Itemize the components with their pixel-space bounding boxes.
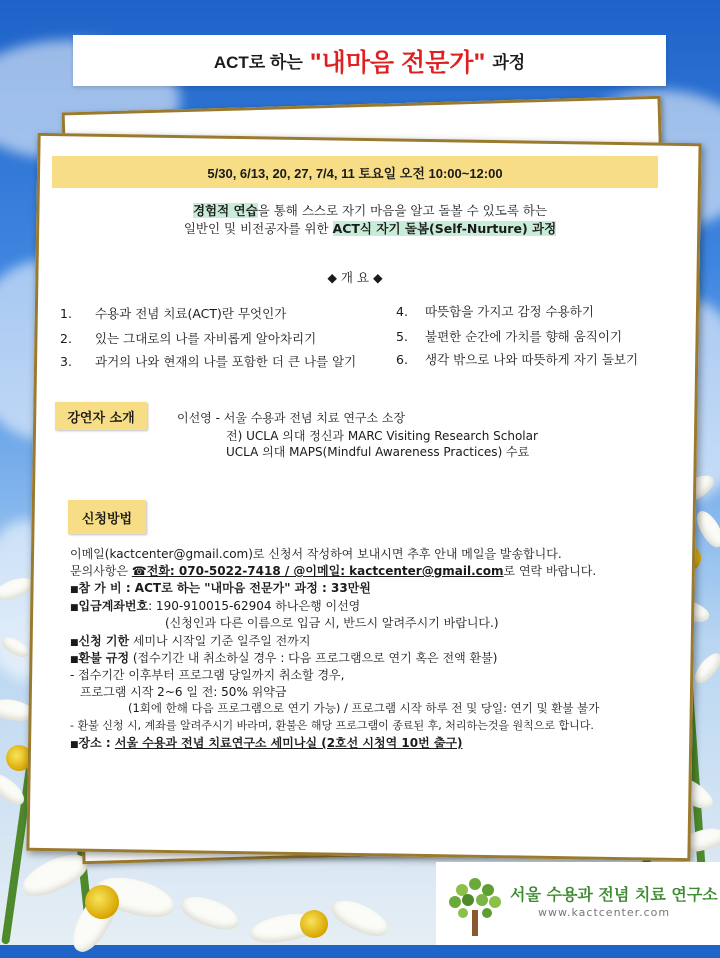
overview-item-3 bbox=[60, 352, 356, 370]
fee-label: 참 가 비 bbox=[78, 581, 122, 595]
refund-line bbox=[70, 649, 497, 666]
title-prefix: ACT로 하는 bbox=[213, 53, 303, 72]
account-value: : 190-910015-62904 하나은행 이선영 bbox=[148, 599, 361, 613]
institute-name: 서울 수용과 전념 치료 연구소 bbox=[510, 885, 718, 904]
speaker-label-text: 강연자 소개 bbox=[67, 410, 135, 426]
title-suffix: 과정 bbox=[492, 53, 526, 72]
overview-item-1 bbox=[60, 304, 286, 322]
intro-text-1: 을 통해 스스로 자기 마음을 알고 돌볼 수 있도록 하는 bbox=[257, 203, 548, 218]
speaker-label bbox=[55, 402, 147, 430]
refund-line-4: (1회에 한해 다음 프로그램으로 연기 가능) / 프로그램 시작 하루 전 및 당일: 연기 및 환불 불가 bbox=[128, 701, 600, 715]
overview-item-number: 1. bbox=[60, 306, 72, 321]
account-label: 입금계좌번호 bbox=[78, 599, 149, 613]
deadline-line bbox=[70, 632, 310, 649]
overview-item-text: 생각 밖으로 나와 따뜻하게 자기 돌보기 bbox=[425, 352, 639, 367]
overview-item-number: 4. bbox=[396, 304, 408, 319]
deadline-value: 세미나 시작일 기준 일주일 전까지 bbox=[129, 634, 311, 648]
overview-item-number: 5. bbox=[396, 329, 408, 344]
bullet-square-icon: ■ bbox=[70, 740, 79, 750]
overview-heading: ◆ 개 요 ◆ bbox=[327, 270, 383, 285]
overview-item-number: 2. bbox=[60, 331, 72, 346]
refund-line-2: - 접수기간 이후부터 프로그램 당일까지 취소할 경우, bbox=[70, 668, 345, 682]
contact-prefix: 문의사항은 bbox=[70, 564, 132, 578]
speaker-line-2: 전) UCLA 의대 정신과 MARC Visiting Research Scholar bbox=[226, 429, 538, 443]
deadline-label: 신청 기한 bbox=[78, 634, 130, 648]
venue-value: 서울 수용과 전념 치료연구소 세미나실 (2호선 시청역 10번 출구) bbox=[114, 736, 463, 750]
bullet-square-icon: ■ bbox=[70, 638, 79, 648]
apply-contact-line bbox=[70, 562, 596, 579]
overview-item-6 bbox=[396, 350, 638, 368]
intro-text-2: 일반인 및 비전공자를 위한 bbox=[183, 221, 333, 236]
intro-highlight-1: 경험적 연습 bbox=[192, 203, 258, 218]
overview-item-text: 있는 그대로의 나를 자비롭게 알아차리기 bbox=[95, 331, 317, 346]
overview-item-number: 3. bbox=[60, 354, 72, 369]
apply-label bbox=[68, 500, 146, 534]
contact-suffix: 로 연락 바랍니다. bbox=[503, 564, 597, 578]
contact-info-link[interactable]: ☎전화: 070-5022-7418 / @이메일: kactcenter@gmail.com bbox=[131, 564, 504, 578]
title-main: "내마음 전문가" bbox=[309, 48, 486, 77]
refund-value: (접수기간 내 취소하실 경우 : 다음 프로그램으로 연기 혹은 전액 환불) bbox=[129, 651, 498, 665]
refund-line-5: - 환불 신청 시, 계좌를 알려주시기 바라며, 환불은 해당 프로그램이 종료된 후, 처리하는것을 원칙으로 합니다. bbox=[70, 719, 594, 732]
institute-url[interactable]: www.kactcenter.com bbox=[538, 906, 671, 919]
bullet-square-icon: ■ bbox=[70, 603, 79, 613]
apply-email-line: 이메일(kactcenter@gmail.com)로 신청서 작성하여 보내시면 추후 안내 메일을 발송합니다. bbox=[70, 547, 562, 561]
speaker-line-1: 이선영 - 서울 수용과 전념 치료 연구소 소장 bbox=[177, 411, 406, 425]
overview-item-number: 6. bbox=[396, 352, 408, 367]
refund-line-3: 프로그램 시작 2~6 일 전: 50% 위약금 bbox=[80, 685, 287, 699]
apply-label-text: 신청방법 bbox=[81, 511, 133, 527]
intro-line-2 bbox=[0, 219, 720, 237]
overview-item-2 bbox=[60, 329, 316, 347]
schedule-text: 5/30, 6/13, 20, 27, 7/4, 11 토요일 오전 10:00~12:00 bbox=[207, 165, 503, 181]
overview-item-5 bbox=[396, 327, 622, 345]
overview-item-text: 불편한 순간에 가치를 향해 움직이기 bbox=[425, 329, 623, 344]
account-line bbox=[70, 597, 360, 614]
bullet-square-icon: ■ bbox=[70, 585, 79, 595]
refund-label: 환불 규정 bbox=[78, 651, 130, 665]
institute-logo-box bbox=[436, 862, 720, 945]
overview-item-4 bbox=[396, 302, 594, 320]
account-note: (신청인과 다른 이름으로 입금 시, 반드시 알려주시기 바랍니다.) bbox=[165, 616, 499, 630]
speaker-line-3: UCLA 의대 MAPS(Mindful Awareness Practices) 수료 bbox=[226, 445, 530, 459]
fee-line bbox=[70, 579, 371, 596]
overview-item-text: 수용과 전념 치료(ACT)란 무엇인가 bbox=[95, 306, 287, 321]
intro-line-1 bbox=[0, 201, 720, 219]
bullet-square-icon: ■ bbox=[70, 655, 79, 665]
venue-line: ■장소 : 서울 수용과 전념 치료연구소 세미나실 (2호선 시청역 10번 출구) bbox=[70, 736, 463, 750]
fee-value: : ACT로 하는 "내마음 전문가" 과정 : 33만원 bbox=[121, 581, 371, 595]
intro-highlight-2: ACT식 자기 돌봄(Self-Nurture) 과정 bbox=[332, 221, 557, 236]
overview-item-text: 따뜻함을 가지고 감정 수용하기 bbox=[425, 304, 594, 319]
overview-item-text: 과거의 나와 현재의 나를 포함한 더 큰 나를 알기 bbox=[95, 354, 357, 369]
schedule-band bbox=[52, 156, 658, 188]
tree-logo-icon bbox=[444, 870, 506, 940]
venue-label: 장소 bbox=[78, 736, 102, 750]
